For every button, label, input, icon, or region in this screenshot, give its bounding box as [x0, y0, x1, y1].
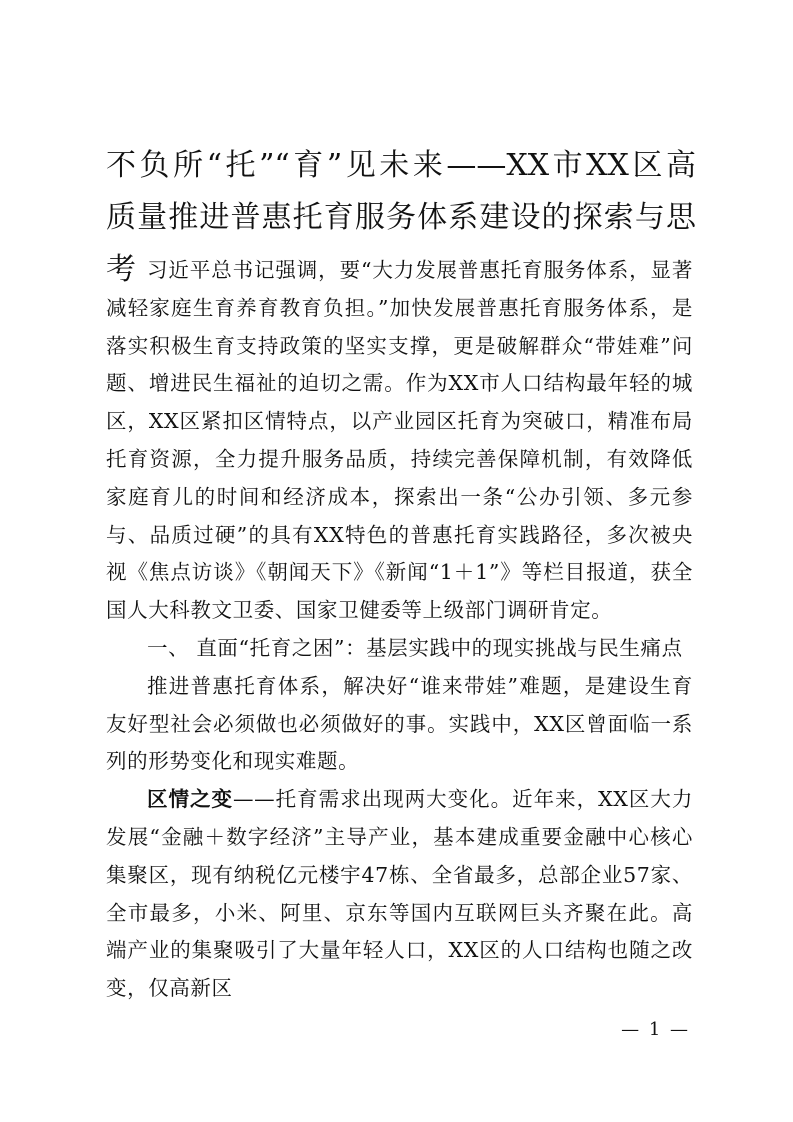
subsection-lead: 区情之变	[147, 787, 234, 812]
section-heading: 一、 直面“托育之困”：基层实践中的现实挑战与民生痛点	[147, 635, 683, 660]
title-line-2: 质量推进普惠托育服务体系建设的探索与思考	[106, 200, 696, 287]
document-body	[106, 252, 693, 1008]
section-paragraph: 推进普惠托育体系，解决好“谁来带娃”难题，是建设生育友好型社会必须做也必须做好的事。实践中，XX区曾面临一系列的形势变化和现实难题。	[106, 673, 693, 774]
page-number: — 1 —	[621, 1019, 690, 1040]
intro-paragraph: 习近平总书记强调，要“大力发展普惠托育服务体系，显著减轻家庭生育养育教育负担。”加快发展普惠托育服务体系，是落实积极生育支持政策的坚实支撑，更是破解群众“带娃难”问题、增进民生福祉的迫切之需。作为XX市人口结构最年轻的城区，XX区紧扣区情特点，以产业园区托育为突破口，精准布局托育资源，全力提升服务品质，持续完善保障机制，有效降低家庭育儿的时间和经济成本，探索出一条“公办引领、多元参与、品质过硬”的具有XX特色的普惠托育实践路径，多次被央视《焦点访谈》《朝闻天下》《新闻“1＋1”》等栏目报道，获全国人大科教文卫委、国家卫健委等上级部门调研肯定。	[106, 258, 693, 623]
subsection-paragraph	[106, 781, 693, 1008]
title-line-1: 不负所“托”“育”见未来——XX市XX区高	[106, 148, 696, 183]
subsection-text: ——托育需求出现两大变化。近年来，XX区大力发展“金融＋数字经济”主导产业，基本建成重要金融中心核心集聚区，现有纳税亿元楼宇47栋、全省最多，总部企业57家、全市最多，小米、阿里、京东等国内互联网巨头齐聚在此。高端产业的集聚吸引了大量年轻人口，XX区的人口结构也随之改变，仅高新区	[106, 787, 694, 1001]
